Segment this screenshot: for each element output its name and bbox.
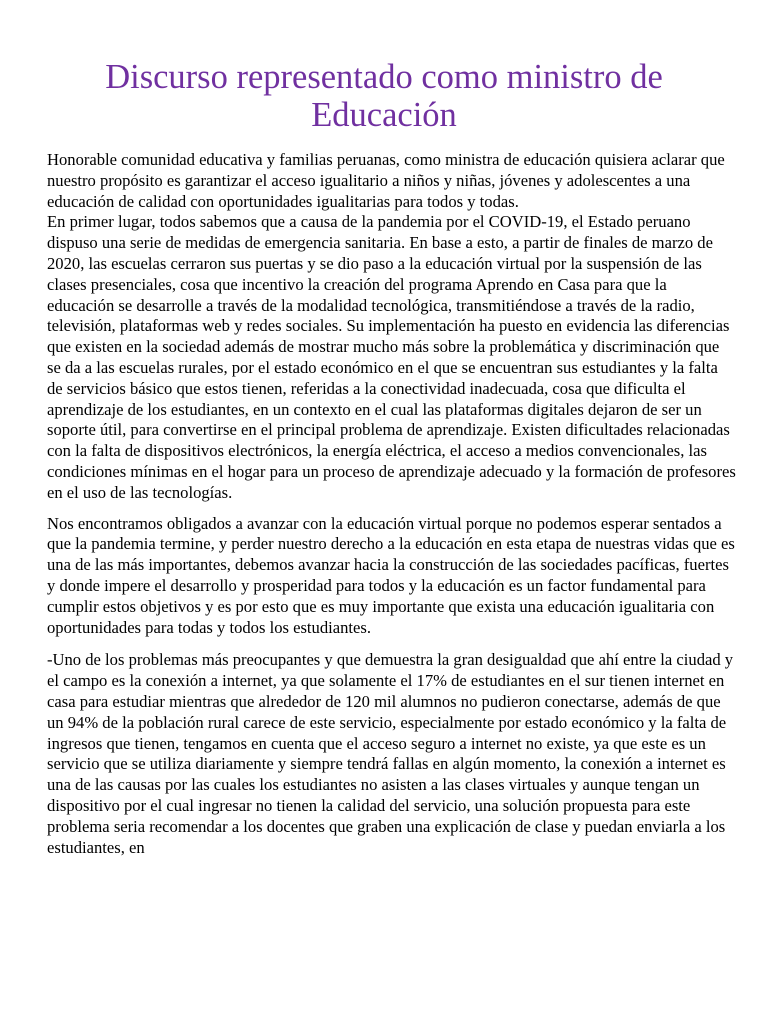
paragraph-virtual-education: Nos encontramos obligados a avanzar con la educación virtual porque no podemos esperar sentados a que la pandemia termine, y perder nuestro derecho a la educación en esta etapa de nuestras vidas que es una de las más importantes, debemos avanzar hacia la construcción de las sociedades pacíficas, fuertes y donde impere el desarrollo y prosperidad para todos y la educación es un factor fundamental para cumplir estos objetivos y es por esto que es muy importante que exista una educación igualitaria con oportunidades para todas y todos los estudiantes.	[47, 513, 735, 637]
document-body	[47, 150, 748, 870]
paragraph-internet-connection: -Uno de los problemas más preocupantes y que demuestra la gran desigualdad que ahí entre la ciudad y el campo es la conexión a internet, ya que solamente el 17% de estudiantes en el sur tienen internet en casa para estudiar mientras que alrededor de 120 mil alumnos no pudieron conectarse, además de que un 94% de la población rural carece de este servicio, especialmente por estado económico y la falta de ingresos que tienen, tengamos en cuenta que el acceso seguro a internet no existe, ya que este es un servicio que se utiliza diariamente y siempre tendrá fallas en algún momento, la conexión a internet es una de las causas por las cuales los estudiantes no asisten a las clases virtuales y aunque tengan un dispositivo por el cual ingresar no tienen la calidad del servicio, una solución propuesta para este problema seria recomendar a los docentes que graben una explicación de clase y puedan enviarla a los estudiantes, en	[47, 650, 734, 857]
paragraph-intro: Honorable comunidad educativa y familias peruanas, como ministra de educación quisiera aclarar que nuestro propósito es garantizar el acceso igualitario a niños y niñas, jóvenes y adolescentes a una educación de calidad con oportunidades igualitarias para todos y todas. En primer lugar, todos sabemos que a causa de la pandemia por el COVID-19, el Estado peruano dispuso una serie de medidas de emergencia sanitaria. En base a esto, a partir de finales de marzo de 2020, las escuelas cerraron sus puertas y se dio paso a la educación virtual por la suspensión de las clases presenciales, cosa que incentivo la creación del programa Aprendo en Casa para que la educación se desarrolle a través de la modalidad tecnológica, transmitiéndose a través de la radio, televisión, plataformas web y redes sociales. Su implementación ha puesto en evidencia las diferencias que existen en la sociedad además de mostrar mucho más sobre la problemática y discriminación que se da a las escuelas rurales, por el estado económico en el que se encuentran sus estudiantes y la falta de servicios básico que estos tienen, referidas a la conectividad inadecuada, cosa que dificulta el aprendizaje de los estudiantes, en un contexto en el cual las plataformas digitales dejaron de ser un soporte útil, para convertirse en el principal problema de aprendizaje. Existen dificultades relacionadas con la falta de dispositivos electrónicos, la energía eléctrica, el acceso a medios convencionales, las condiciones mínimas en el hogar para un proceso de aprendizaje adecuado y la formación de profesores en el uso de las tecnologías.	[47, 150, 748, 502]
document-title: Discurso representado como ministro de Educación	[105, 58, 663, 134]
